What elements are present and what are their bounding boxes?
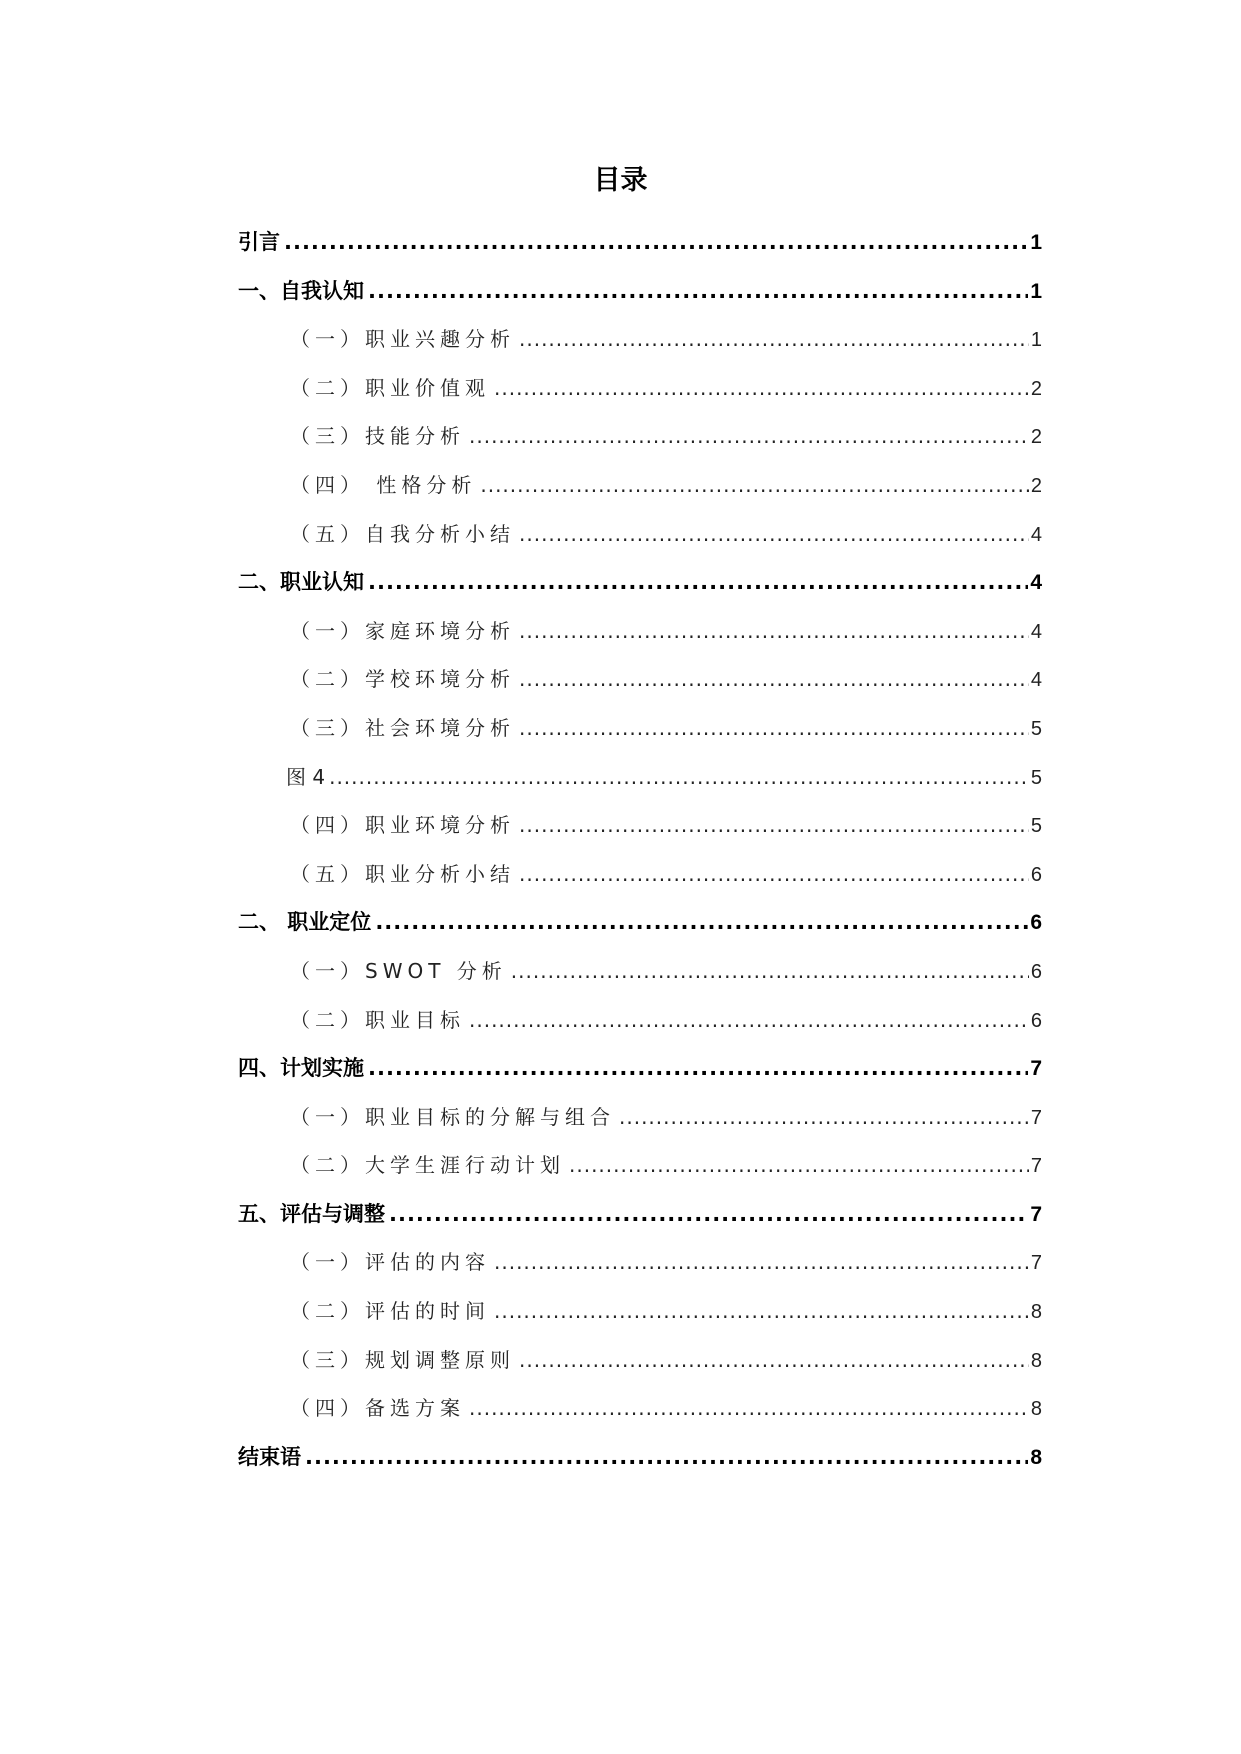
toc-entry-chapter[interactable]	[238, 1194, 1042, 1243]
toc-entry-chapter[interactable]	[238, 1437, 1042, 1486]
toc-entry-label: （一）家庭环境分析	[290, 618, 515, 643]
toc-dot-leader	[494, 368, 1029, 408]
toc-page-number: 8	[1030, 1349, 1042, 1372]
toc-entry-section[interactable]	[238, 1242, 1042, 1291]
toc-entry-label: 图 4	[286, 764, 326, 789]
toc-entry-label: （三）社会环境分析	[290, 715, 515, 740]
toc-entry-section[interactable]	[238, 708, 1042, 757]
toc-page-number: 7	[1030, 1057, 1042, 1081]
toc-page-number: 4	[1030, 571, 1042, 595]
toc-entry-label: （三）技能分析	[290, 424, 465, 449]
toc-page-number: 4	[1030, 620, 1042, 643]
toc-entry-label: （二）职业价值观	[290, 375, 490, 400]
toc-entry-label: （四）备选方案	[290, 1396, 465, 1421]
toc-page-number: 7	[1030, 1202, 1042, 1226]
toc-entry-chapter[interactable]	[238, 902, 1042, 951]
toc-entry-label: （五）自我分析小结	[290, 521, 515, 546]
toc-entry-section[interactable]	[238, 465, 1042, 514]
toc-page-number: 5	[1030, 717, 1042, 740]
toc-dot-leader	[494, 1242, 1029, 1282]
toc-dot-leader	[519, 805, 1029, 845]
toc-entry-section[interactable]	[238, 514, 1042, 563]
toc-page-number: 5	[1030, 766, 1042, 789]
toc-entry-label: 引言	[238, 230, 280, 254]
toc-page-number: 6	[1030, 863, 1042, 886]
toc-dot-leader	[368, 271, 1028, 311]
toc-page-number: 5	[1030, 815, 1042, 838]
toc-entry-label: （二）评估的时间	[290, 1299, 490, 1324]
toc-dot-leader	[305, 1437, 1028, 1477]
toc-page-number: 8	[1030, 1398, 1042, 1421]
toc-entry-label: （二）职业目标	[290, 1007, 465, 1032]
toc-entry-label: 二、 职业定位	[238, 910, 372, 935]
toc-dot-leader	[469, 416, 1029, 456]
toc-entry-section[interactable]	[238, 854, 1042, 903]
toc-entry-section[interactable]	[238, 1145, 1042, 1194]
toc-entry-section[interactable]	[238, 1340, 1042, 1389]
toc-entry-section[interactable]	[238, 951, 1042, 1000]
toc-entry-label: （四） 性格分析	[290, 472, 477, 497]
toc-entry-label: （二）大学生涯行动计划	[290, 1153, 565, 1178]
toc-entry-section[interactable]	[238, 1291, 1042, 1340]
toc-entry-label: （三）规划调整原则	[290, 1347, 515, 1372]
toc-entry-section[interactable]	[238, 805, 1042, 854]
toc-dot-leader	[519, 514, 1029, 554]
toc-entry-label: 二、职业认知	[238, 570, 364, 595]
toc-page-number: 1	[1030, 279, 1042, 303]
toc-page-number: 2	[1030, 377, 1042, 400]
toc-entry-section[interactable]	[238, 611, 1042, 660]
toc-page-number: 8	[1030, 1445, 1042, 1469]
toc-dot-leader	[368, 562, 1028, 602]
toc-dot-leader	[284, 222, 1028, 262]
toc-dot-leader	[469, 1000, 1029, 1040]
toc-dot-leader	[375, 902, 1028, 942]
toc-entry-label: 五、评估与调整	[238, 1201, 385, 1226]
toc-entry-label: （一）职业兴趣分析	[290, 327, 515, 352]
toc-entry-chapter[interactable]	[238, 271, 1042, 320]
toc-entry-section[interactable]	[238, 319, 1042, 368]
toc-entry-chapter[interactable]	[238, 562, 1042, 611]
toc-dot-leader	[519, 659, 1029, 699]
toc-entry-label: （二）学校环境分析	[290, 667, 515, 692]
toc-page-number: 2	[1030, 474, 1042, 497]
toc-dot-leader	[519, 611, 1029, 651]
toc-dot-leader	[329, 757, 1029, 797]
toc-entry-label: （一）SWOT 分析	[290, 958, 507, 983]
toc-entry-section[interactable]	[238, 1388, 1042, 1437]
toc-dot-leader	[519, 708, 1029, 748]
toc-entry-chapter[interactable]	[238, 1048, 1042, 1097]
toc-dot-leader	[519, 1340, 1029, 1380]
toc-entry-label: （五）职业分析小结	[290, 861, 515, 886]
toc-entry-section[interactable]	[238, 368, 1042, 417]
toc-page-number: 6	[1030, 911, 1042, 935]
toc-entry-section[interactable]	[238, 659, 1042, 708]
toc-entry-label: （一）职业目标的分解与组合	[290, 1104, 615, 1129]
toc-entry-section[interactable]	[238, 757, 1042, 806]
toc-page-number: 6	[1030, 1009, 1042, 1032]
toc-entry-section[interactable]	[238, 416, 1042, 465]
toc-page-number: 4	[1030, 669, 1042, 692]
toc-dot-leader	[469, 1388, 1029, 1428]
toc-entry-chapter[interactable]	[238, 222, 1042, 271]
toc-entry-label: 四、计划实施	[238, 1056, 364, 1081]
toc-page-number: 2	[1030, 426, 1042, 449]
toc-entry-section[interactable]	[238, 1000, 1042, 1049]
toc-dot-leader	[569, 1145, 1029, 1185]
toc-entry-label: 一、自我认知	[238, 278, 364, 303]
toc-page-number: 1	[1030, 231, 1042, 254]
toc-page-number: 4	[1030, 523, 1042, 546]
table-of-contents	[238, 222, 1042, 1485]
toc-dot-leader	[519, 854, 1029, 894]
toc-page-number: 7	[1030, 1155, 1042, 1178]
toc-entry-label: （四）职业环境分析	[290, 813, 515, 838]
toc-dot-leader	[511, 951, 1029, 991]
toc-dot-leader	[619, 1097, 1029, 1137]
toc-page-number: 7	[1030, 1252, 1042, 1275]
toc-dot-leader	[480, 465, 1029, 505]
toc-entry-label: 结束语	[238, 1444, 301, 1469]
toc-dot-leader	[368, 1048, 1028, 1088]
toc-page-number: 7	[1030, 1106, 1042, 1129]
toc-dot-leader	[494, 1291, 1029, 1331]
toc-page-number: 8	[1030, 1301, 1042, 1324]
toc-dot-leader	[389, 1194, 1028, 1234]
toc-page-number: 6	[1030, 960, 1042, 983]
toc-title: 目录	[593, 165, 648, 196]
toc-dot-leader	[519, 319, 1029, 359]
toc-page-number: 1	[1030, 329, 1042, 352]
toc-entry-label: （一）评估的内容	[290, 1250, 490, 1275]
toc-entry-section[interactable]	[238, 1097, 1042, 1146]
